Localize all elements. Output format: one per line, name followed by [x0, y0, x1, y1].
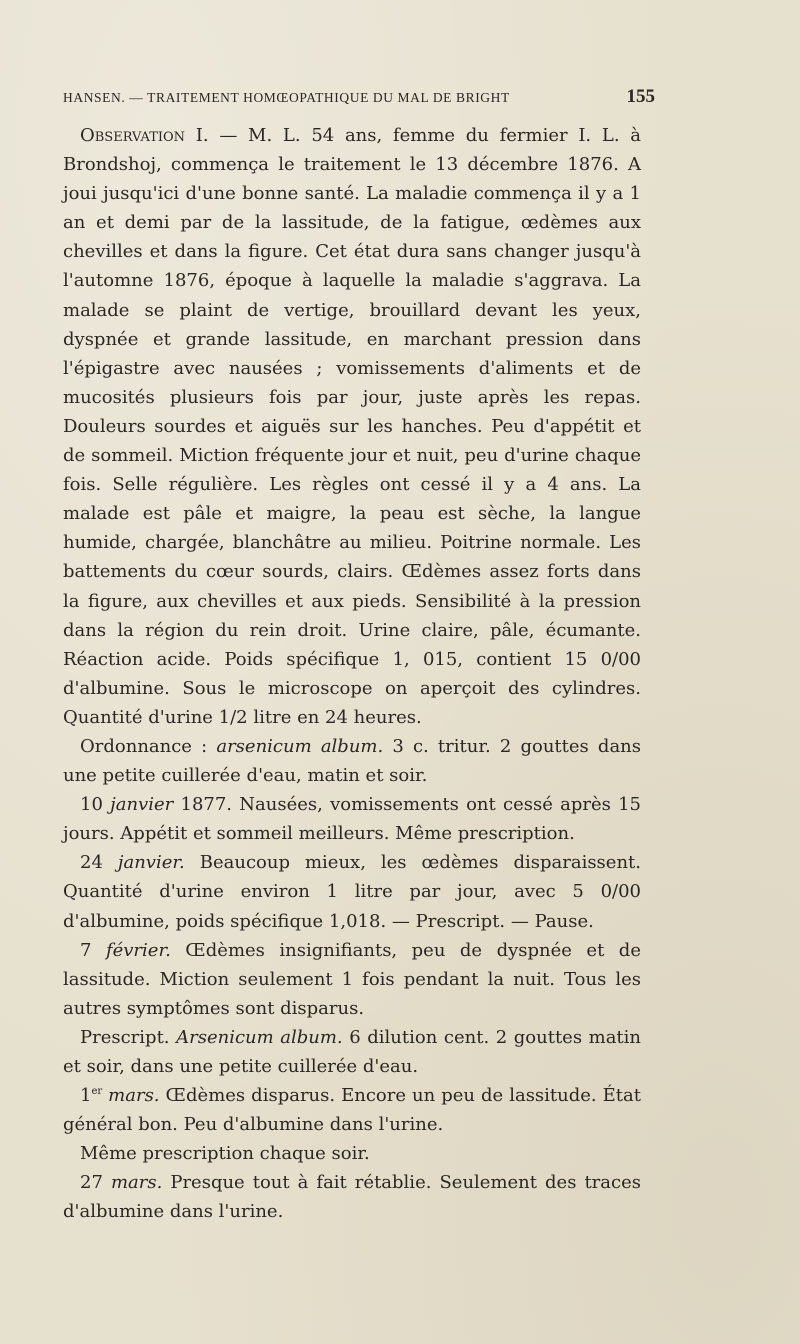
date-month: janvier. [117, 852, 185, 874]
entry-text: Même prescription chaque soir. [80, 1143, 370, 1165]
entry-text: Œdèmes disparus. Encore un peu de lassitude. État général bon. Peu d'albumine dans l'urine. [63, 1085, 641, 1136]
prescript-text: 6 dilution cent. 2 gouttes matin et soir, dans une petite cuillerée d'eau. [63, 1026, 642, 1077]
prescript-lead: Prescript. [80, 1026, 177, 1048]
entry-text: 1877. Nausées, vomissements ont cessé après 15 jours. Appétit et sommeil meilleurs. Même prescription. [63, 794, 641, 845]
page-number: 155 [626, 86, 655, 107]
date-month: février. [105, 939, 171, 961]
ordonnance-remedy: arsenicum album. [216, 735, 384, 757]
running-head [63, 86, 655, 114]
paragraph-ordonnance [63, 732, 641, 790]
entry-text: Beaucoup mieux, les œdèmes disparaissent. Quantité d'urine environ 1 litre par jour, avec 5 0/00 d'albumine, poids spécifique 1,018. — Prescript. — Pause. [63, 852, 641, 932]
prescript-remedy: Arsenicum album. [176, 1026, 343, 1048]
paragraph-1-mars [63, 1081, 641, 1139]
observation-label: Observation [80, 125, 186, 146]
paragraph-24-janvier [63, 848, 641, 935]
date-day: 24 [80, 852, 118, 874]
paragraph-meme-prescription [63, 1139, 641, 1168]
date-month: janvier [110, 794, 174, 816]
body-text [63, 121, 641, 1227]
date-day: 10 [80, 794, 111, 816]
observation-text: I. — M. L. 54 ans, femme du fermier I. L. à Brondshoj, commença le traitement le 13 décembre 1876. A joui jusqu'ici d'une bonne santé. La maladie commença il y a 1 an et demi par de la lassitude, de la fatigue, œdèmes aux chevilles et dans la figure. Cet état dura sans changer jusqu'à l'automne 1876, époque à laquelle la maladie s'aggrava. La malade se plaint de vertige, brouillard devant les yeux, dyspnée et grande lassitude, en marchant pression dans l'épigastre avec nausées ; vomissements d'aliments et de mucosités plusieurs fois par jour, juste après les repas. Douleurs sourdes et aiguës sur les hanches. Peu d'appétit et de sommeil. Miction fréquente jour et nuit, peu d'urine chaque fois. Selle régulière. Les règles ont cessé il y a 4 ans. La malade est pâle et maigre, la peau est sèche, la langue humide, chargée, blanchâtre au milieu. Poitrine normale. Les battements du cœur sourds, clairs. Œdèmes assez forts dans la figure, aux chevilles et aux pieds. Sensibilité à la pression dans la région du rein droit. Urine claire, pâle, écumante. Réaction acide. Poids spécifique 1, 015, contient 15 0/00 d'albumine. Sous le microscope on aperçoit des cylindres. Quantité d'urine 1/2 litre en 24 heures. [63, 125, 641, 728]
ordonnance-lead: Ordonnance : [80, 735, 217, 757]
paragraph-27-mars [63, 1168, 641, 1226]
running-title: HANSEN. — TRAITEMENT HOMŒOPATHIQUE DU MAL DE BRIGHT [63, 90, 510, 105]
date-day: 27 [80, 1172, 111, 1194]
paragraph-observation [63, 121, 641, 732]
date-day: 1 [80, 1085, 92, 1107]
date-month: mars. [110, 1172, 163, 1194]
paragraph-prescript [63, 1023, 641, 1081]
paragraph-7-fevrier [63, 936, 641, 1023]
date-day: 7 [80, 939, 106, 961]
entry-text: Œdèmes insignifiants, peu de dyspnée et de lassitude. Miction seulement 1 fois pendant la nuit. Tous les autres symptômes sont disparus. [63, 939, 641, 1019]
ordinal-superscript: er [91, 1086, 103, 1098]
paragraph-10-janvier [63, 790, 641, 848]
date-month: mars. [102, 1085, 160, 1107]
entry-text: Presque tout à fait rétablie. Seulement des traces d'albumine dans l'urine. [63, 1172, 641, 1223]
ordonnance-text: 3 c. tritur. 2 gouttes dans une petite cuillerée d'eau, matin et soir. [63, 735, 642, 787]
